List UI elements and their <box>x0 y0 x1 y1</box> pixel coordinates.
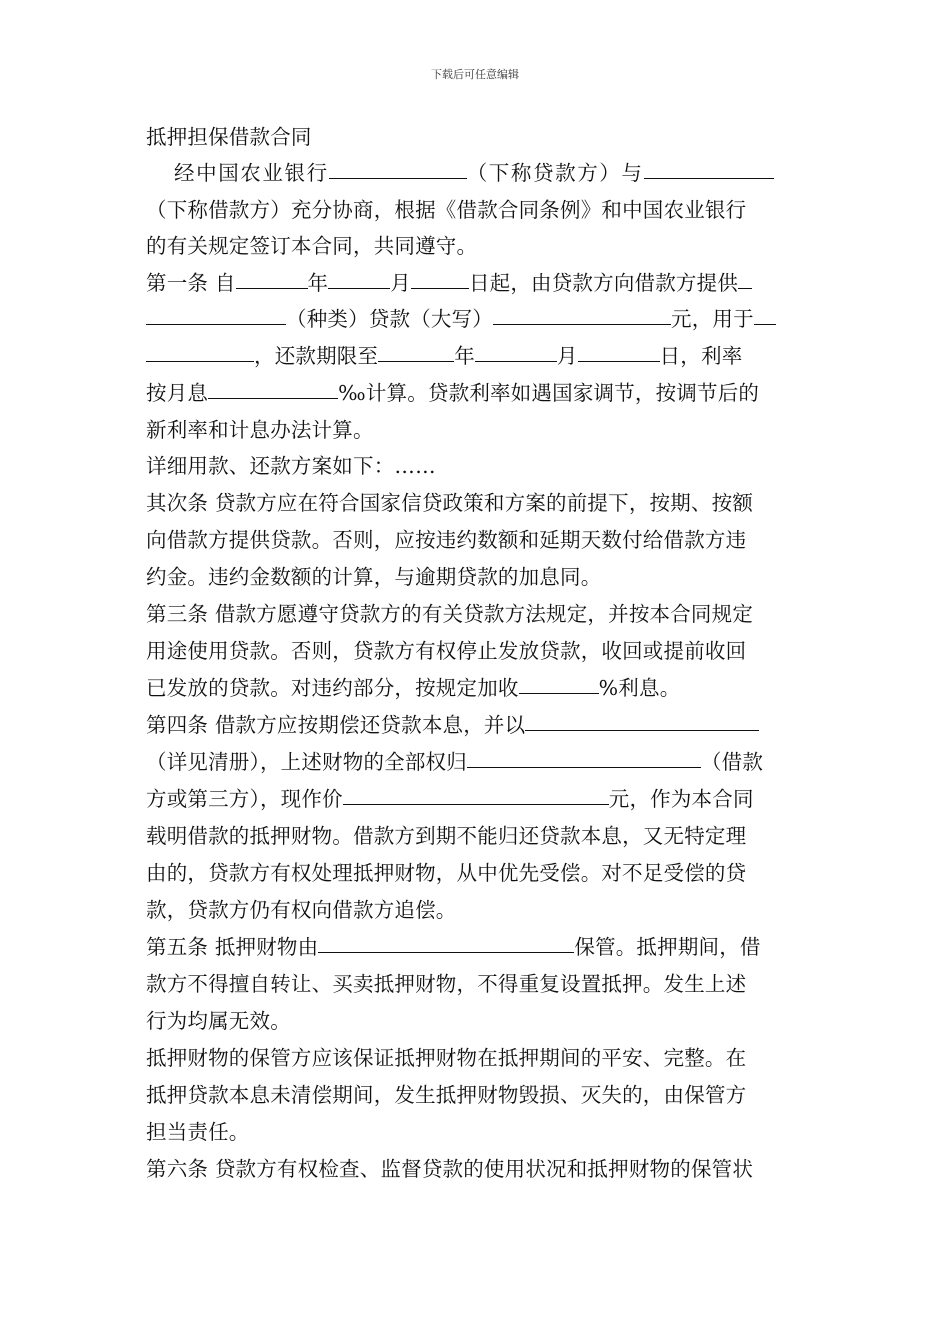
text-segment: 日，利率 <box>659 344 743 368</box>
contract-title: 抵押担保借款合同 <box>146 125 312 149</box>
text-segment: %利息。 <box>598 676 681 700</box>
blank-month <box>328 266 390 289</box>
blank-due-year <box>378 339 454 362</box>
blank-amount-words <box>493 302 671 325</box>
text-segment: 保管。抵押期间，借 <box>574 935 761 959</box>
article-6-line-1: 第六条 贷款方有权检查、监督贷款的使用状况和抵押财物的保管状 <box>146 1157 754 1181</box>
text-segment: （详见清册），上述财物的全部权归 <box>146 750 467 774</box>
article-4-line-5: 由的，贷款方有权处理抵押财物，从中优先受偿。对不足受偿的贷 <box>146 861 747 885</box>
article-4-line-3 <box>146 781 754 817</box>
blank-interest-rate <box>208 376 338 399</box>
article-4-line-4: 载明借款的抵押财物。借款方到期不能归还贷款本息，又无特定理 <box>146 824 747 848</box>
article-1-line-1 <box>146 265 752 301</box>
text-segment: ‰计算。贷款利率如遇国家调节，按调节后的 <box>338 381 760 405</box>
text-segment: 第五条 抵押财物由 <box>146 935 319 959</box>
blank-lender <box>329 156 467 179</box>
custody-line-2: 抵押贷款本息未清偿期间，发生抵押财物毁损、灭失的，由保管方 <box>146 1083 747 1107</box>
page-header: 下载后可任意编辑 <box>431 68 519 81</box>
blank-amount-start <box>738 266 752 289</box>
text-segment: 月 <box>390 271 411 295</box>
article-3-line-2: 用途使用贷款。否则，贷款方有权停止发放贷款，收回或提前收回 <box>146 639 747 663</box>
text-segment: 第四条 借款方应按期偿还贷款本息，并以 <box>146 713 526 737</box>
article-2-line-3: 约金。违约金数额的计算，与逾期贷款的加息同。 <box>146 565 602 589</box>
blank-due-day <box>578 339 660 362</box>
text-segment: （借款 <box>700 750 764 774</box>
article-3-line-3 <box>146 670 680 706</box>
text-segment: 元，作为本合同 <box>608 787 754 811</box>
text-segment: 年 <box>454 344 475 368</box>
text-segment: 方或第三方），现作价 <box>146 787 343 811</box>
preamble-line-3: 的有关规定签订本合同，共同遵守。 <box>146 234 478 258</box>
article-3-line-1: 第三条 借款方愿遵守贷款方的有关贷款方法规定，并按本合同规定 <box>146 602 754 626</box>
blank-year <box>236 266 308 289</box>
text-segment: 元，用于 <box>671 307 754 331</box>
blank-borrower <box>644 156 774 179</box>
text-segment: 已发放的贷款。对违约部分，按规定加收 <box>146 676 519 700</box>
blank-valuation <box>343 782 609 805</box>
text-segment: 第一条 自 <box>146 271 236 295</box>
text-segment: 日起，由贷款方向借款方提供 <box>468 271 739 295</box>
preamble-line-2: （下称借款方）充分协商，根据《借款合同条例》和中国农业银行 <box>146 198 747 222</box>
text-segment: 经中国农业银行 <box>174 161 329 185</box>
article-2-line-2: 向借款方提供贷款。否则，应按违约数额和延期天数付给借款方违 <box>146 528 747 552</box>
text-segment: ，还款期限至 <box>254 344 379 368</box>
article-1-line-2 <box>146 301 776 337</box>
blank-day <box>411 266 469 289</box>
blank-owner <box>467 745 701 768</box>
article-1-line-5: 新利率和计息办法计算。 <box>146 418 374 442</box>
usage-plan-line: 详细用款、还款方案如下：…… <box>146 454 436 478</box>
article-4-line-2 <box>146 744 763 780</box>
article-1-line-3 <box>146 338 742 374</box>
text-segment: （下称贷款方）与 <box>466 161 644 185</box>
custody-line-1: 抵押财物的保管方应该保证抵押财物在抵押期间的平安、完整。在 <box>146 1046 747 1070</box>
custody-line-3: 担当责任。 <box>146 1120 250 1144</box>
text-segment: （种类）贷款（大写） <box>286 307 493 331</box>
article-5-line-1 <box>146 929 761 965</box>
article-1-line-4 <box>146 375 759 411</box>
blank-due-month <box>475 339 557 362</box>
article-4-line-6: 款，贷款方仍有权向借款方追偿。 <box>146 898 457 922</box>
text-segment: 按月息 <box>146 381 209 405</box>
blank-collateral <box>525 708 759 731</box>
blank-loan-type <box>146 302 286 325</box>
article-5-line-3: 行为均属无效。 <box>146 1009 291 1033</box>
article-2-line-1: 其次条 贷款方应在符合国家信贷政策和方案的前提下，按期、按额 <box>146 491 754 515</box>
preamble-line-1 <box>174 155 774 191</box>
text-segment: 年 <box>307 271 329 295</box>
text-segment: 月 <box>556 344 578 368</box>
blank-purpose <box>146 339 254 362</box>
blank-custodian <box>318 930 574 953</box>
article-5-line-2: 款方不得擅自转让、买卖抵押财物，不得重复设置抵押。发生上述 <box>146 972 747 996</box>
blank-penalty-rate <box>519 671 599 694</box>
article-4-line-1 <box>146 707 759 743</box>
blank-purpose-start <box>754 302 776 325</box>
